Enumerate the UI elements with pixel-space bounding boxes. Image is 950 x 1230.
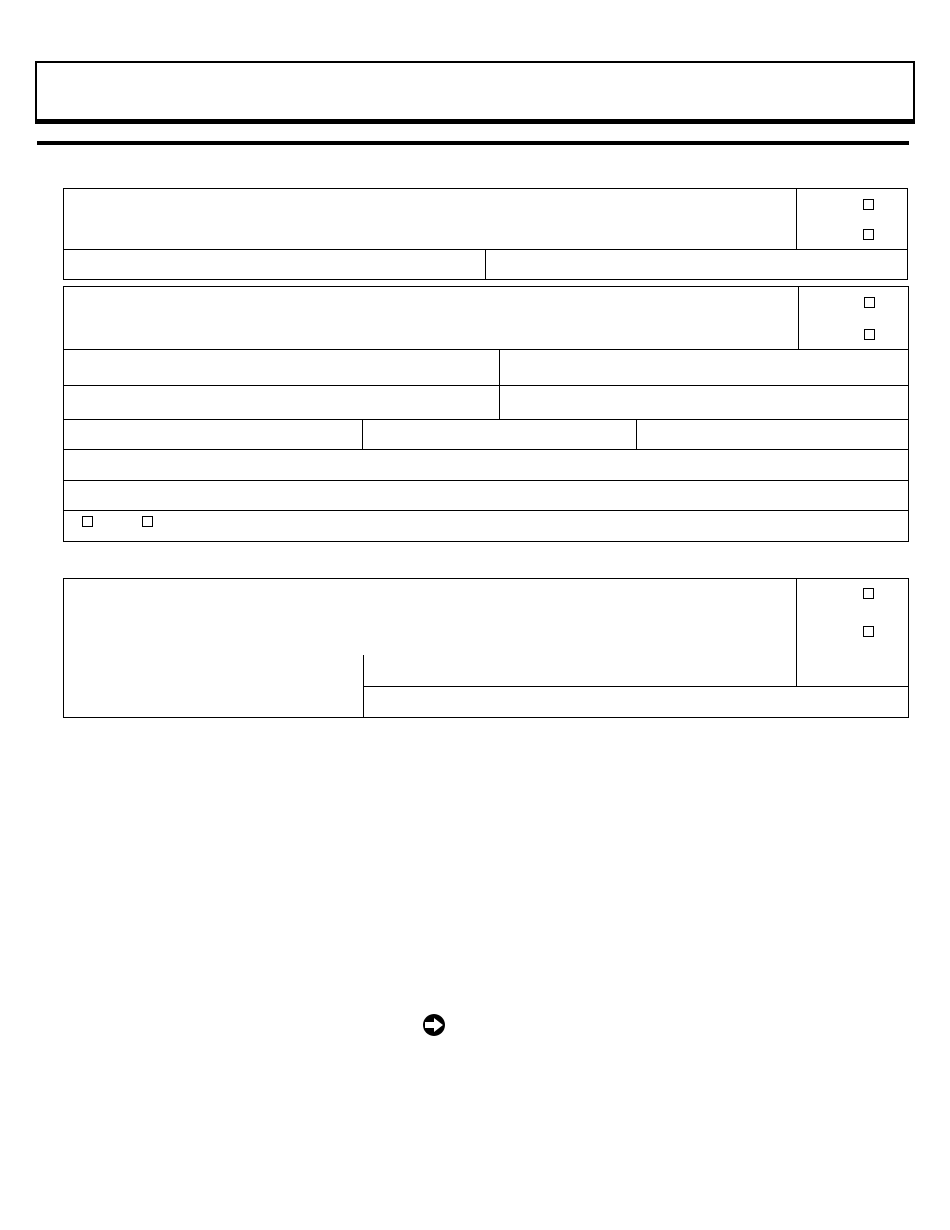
- gender-female-checkbox[interactable]: [142, 516, 153, 527]
- form-header: [35, 61, 915, 124]
- married-yes-checkbox[interactable]: [864, 329, 875, 340]
- spouse-gender-row: [72, 513, 153, 531]
- court-order-box: [63, 578, 909, 718]
- employed-yes-checkbox[interactable]: [863, 229, 874, 240]
- marriage-box: [63, 286, 909, 542]
- city-state-field[interactable]: [664, 251, 899, 275]
- married-no-checkbox[interactable]: [864, 297, 875, 308]
- arrow-right-circle-icon: [421, 1013, 447, 1037]
- employed-no-checkbox[interactable]: [863, 199, 874, 210]
- court-yes-checkbox[interactable]: [863, 626, 874, 637]
- gender-male-checkbox[interactable]: [82, 516, 93, 527]
- header-divider: [37, 141, 909, 145]
- employer-name-field[interactable]: [264, 251, 479, 275]
- continue-link[interactable]: [421, 1013, 447, 1037]
- employment-box: [63, 188, 908, 280]
- alternate-payee-field[interactable]: [368, 690, 888, 714]
- court-no-checkbox[interactable]: [863, 588, 874, 599]
